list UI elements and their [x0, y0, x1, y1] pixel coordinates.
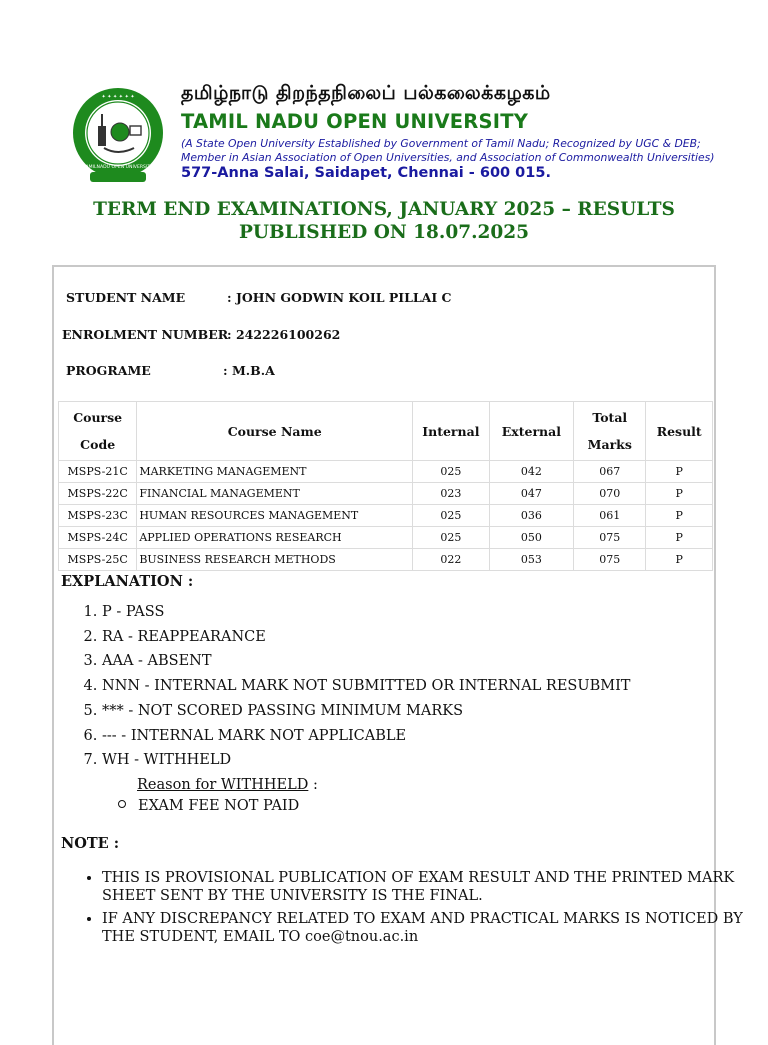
university-address: 577-Anna Salai, Saidapet, Chennai - 600 015. [181, 165, 551, 181]
note-heading: NOTE : [61, 835, 120, 852]
internal-cell: 023 [413, 483, 490, 505]
total-cell: 067 [574, 461, 646, 483]
list-item: 5. *** - NOT SCORED PASSING MINIMUM MARKS [102, 699, 630, 724]
table-header-row [59, 402, 713, 461]
withheld-reason-item [118, 798, 299, 814]
course-code-cell: MSPS-23C [59, 505, 137, 527]
program-value: : M.B.A [223, 363, 275, 378]
withheld-reason-colon: : [308, 777, 318, 793]
university-header [0, 0, 768, 190]
subtitle-line2: Member in Asian Association of Open Universities, and Association of Commonwealth Universities) [181, 151, 715, 164]
explanation-list [63, 600, 630, 773]
note-list [61, 870, 752, 952]
total-cell: 061 [574, 505, 646, 527]
course-code-cell: MSPS-25C [59, 549, 137, 571]
svg-text:✦ ✦ ✦ ✦ ✦ ✦: ✦ ✦ ✦ ✦ ✦ ✦ [101, 94, 135, 100]
table-row [59, 461, 713, 483]
result-cell: P [646, 549, 713, 571]
header-internal: Internal [413, 402, 490, 461]
internal-cell: 025 [413, 527, 490, 549]
enrolment-number-row [62, 327, 341, 342]
list-item: • THIS IS PROVISIONAL PUBLICATION OF EXAM RESULT AND THE PRINTED MARK SHEET SENT BY THE UNIVERSITY IS THE FINAL. [102, 870, 752, 905]
course-name-cell: APPLIED OPERATIONS RESEARCH [137, 527, 413, 549]
enrolment-number-value: : 242226100262 [227, 327, 341, 342]
total-cell: 075 [574, 549, 646, 571]
table-row [59, 505, 713, 527]
course-name-cell: MARKETING MANAGEMENT [137, 461, 413, 483]
external-cell: 053 [489, 549, 573, 571]
table-row [59, 527, 713, 549]
title-line2: PUBLISHED ON 18.07.2025 [238, 222, 530, 243]
header-result: Result [646, 402, 713, 461]
list-item: 4. NNN - INTERNAL MARK NOT SUBMITTED OR INTERNAL RESUBMIT [102, 674, 630, 699]
list-item: 2. RA - REAPPEARANCE [102, 625, 630, 650]
header-course-code: Course Code [59, 402, 137, 461]
enrolment-number-label: ENROLMENT NUMBER [62, 327, 229, 342]
list-item: 1. P - PASS [102, 600, 630, 625]
external-cell: 047 [489, 483, 573, 505]
student-name-value: : JOHN GODWIN KOIL PILLAI C [227, 290, 452, 305]
student-name-row [66, 290, 452, 305]
total-cell: 070 [574, 483, 646, 505]
program-row [66, 363, 275, 378]
withheld-reason-value: EXAM FEE NOT PAID [138, 798, 300, 814]
subtitle-line1: (A State Open University Established by Government of Tamil Nadu; Recognized by UGC & DEB; [181, 137, 701, 150]
list-item: 7. WH - WITHHELD [102, 748, 630, 773]
student-name-label: STUDENT NAME [66, 290, 186, 305]
result-cell: P [646, 483, 713, 505]
course-code-cell: MSPS-22C [59, 483, 137, 505]
list-item: • IF ANY DISCREPANCY RELATED TO EXAM AND PRACTICAL MARKS IS NOTICED BY THE STUDENT, EMAIL TO coe@tnou.ac.in [102, 911, 752, 946]
result-cell: P [646, 505, 713, 527]
circle-bullet-icon [118, 800, 126, 808]
external-cell: 036 [489, 505, 573, 527]
course-name-cell: HUMAN RESOURCES MANAGEMENT [137, 505, 413, 527]
results-table [58, 401, 713, 571]
title-line1: TERM END EXAMINATIONS, JANUARY 2025 – RESULTS [93, 199, 675, 220]
table-row [59, 483, 713, 505]
table-row [59, 549, 713, 571]
explanation-heading: EXPLANATION : [61, 573, 194, 590]
internal-cell: 025 [413, 505, 490, 527]
university-logo [68, 86, 168, 184]
page-title [0, 198, 768, 244]
external-cell: 050 [489, 527, 573, 549]
course-code-cell: MSPS-21C [59, 461, 137, 483]
header-course-name: Course Name [137, 402, 413, 461]
university-name: TAMIL NADU OPEN UNIVERSITY [181, 110, 529, 133]
header-total-marks: Total Marks [574, 402, 646, 461]
total-cell: 075 [574, 527, 646, 549]
list-item: 3. AAA - ABSENT [102, 649, 630, 674]
svg-text:TAMILNADU OPEN UNIVERSITY: TAMILNADU OPEN UNIVERSITY [83, 165, 153, 170]
program-label: PROGRAME [66, 363, 151, 378]
internal-cell: 025 [413, 461, 490, 483]
course-name-cell: FINANCIAL MANAGEMENT [137, 483, 413, 505]
result-cell: P [646, 461, 713, 483]
result-cell: P [646, 527, 713, 549]
list-item: 6. --- - INTERNAL MARK NOT APPLICABLE [102, 724, 630, 749]
withheld-reason-text: Reason for WITHHELD [137, 777, 309, 793]
internal-cell: 022 [413, 549, 490, 571]
course-name-cell: BUSINESS RESEARCH METHODS [137, 549, 413, 571]
header-external: External [489, 402, 573, 461]
external-cell: 042 [489, 461, 573, 483]
withheld-reason-label [137, 777, 318, 793]
university-subtitle [181, 137, 721, 165]
course-code-cell: MSPS-24C [59, 527, 137, 549]
university-tamil-name: தமிழ்நாடு திறந்தநிலைப் பல்கலைக்கழகம் [181, 82, 551, 104]
